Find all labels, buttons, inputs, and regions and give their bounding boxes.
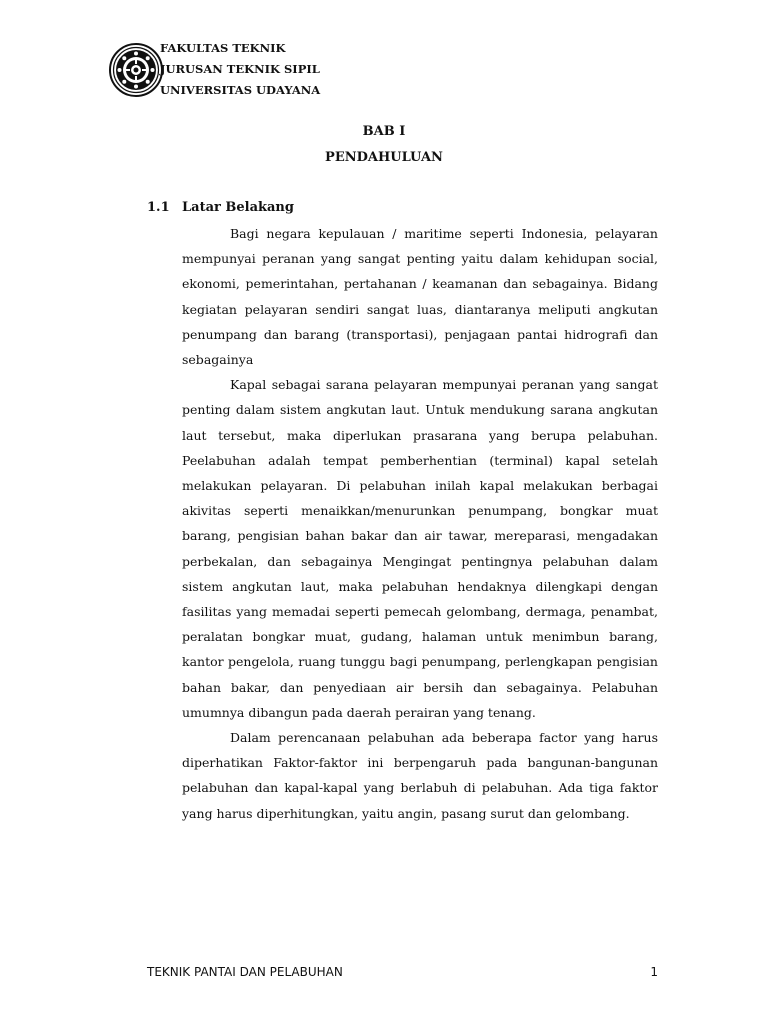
- section-number: 1.1: [147, 200, 170, 215]
- chapter-title: PENDAHULUAN: [325, 150, 443, 165]
- paragraph: Bagi negara kepulauan / maritime seperti Indonesia, pelayaran mempunyai peranan yang sangat penting yaitu dalam kehidupan social, ekonomi, pemerintahan, pertahanan / keamanan dan sebagainya. Bidang kegiatan pelayaran sendiri sangat luas, diantaranya meliputi angkutan penumpang dan barang (transportasi), penjagaan pantai hidrografi dan sebagainya: [182, 226, 658, 368]
- footer-title: TEKNIK PANTAI DAN PELABUHAN: [147, 965, 343, 979]
- faculty-name: FAKULTAS TEKNIK: [160, 41, 286, 55]
- department-name: JURUSAN TEKNIK SIPIL: [160, 62, 320, 76]
- institution-header: [160, 38, 320, 101]
- section-title: Latar Belakang: [182, 200, 294, 215]
- page-number: 1: [650, 965, 658, 979]
- paragraph: Kapal sebagai sarana pelayaran mempunyai peranan yang sangat penting dalam sistem angkutan laut. Untuk mendukung sarana angkutan laut tersebut, maka diperlukan prasarana yang berupa pelabuhan. Peelabuhan adalah tempat pemberhentian (terminal) kapal setelah melakukan pelayaran. Di pelabuhan inilah kapal melakukan berbagai akivitas seperti menaikkan/menurunkan penumpang, bongkar muat barang, pengisian bahan bakar dan air tawar, mereparasi, mengadakan perbekalan, dan sebagainya Mengingat pentingnya pelabuhan dalam sistem angkutan laut, maka pelabuhan hendaknya dilengkapi dengan fasilitas yang memadai seperti pemecah gelombang, dermaga, penambat, peralatan bongkar muat, gudang, halaman untuk menimbun barang, kantor pengelola, ruang tunggu bagi penumpang, perlengkapan pengisian bahan bakar, dan penyediaan air bersih dan sebagainya. Pelabuhan umumnya dibangun pada daerah perairan yang tenang.: [182, 377, 658, 720]
- paragraph: Dalam perencanaan pelabuhan ada beberapa factor yang harus diperhatikan Faktor-faktor ini berpengaruh pada bangunan-bangunan pelabuhan dan kapal-kapal yang berlabuh di pelabuhan. Ada tiga faktor yang harus diperhitungkan, yaitu angin, pasang surut dan gelombang.: [182, 730, 658, 821]
- body-text: [182, 221, 658, 826]
- university-name: UNIVERSITAS UDAYANA: [160, 83, 321, 97]
- university-seal-icon: [108, 42, 164, 98]
- chapter-number: BAB I: [362, 124, 406, 139]
